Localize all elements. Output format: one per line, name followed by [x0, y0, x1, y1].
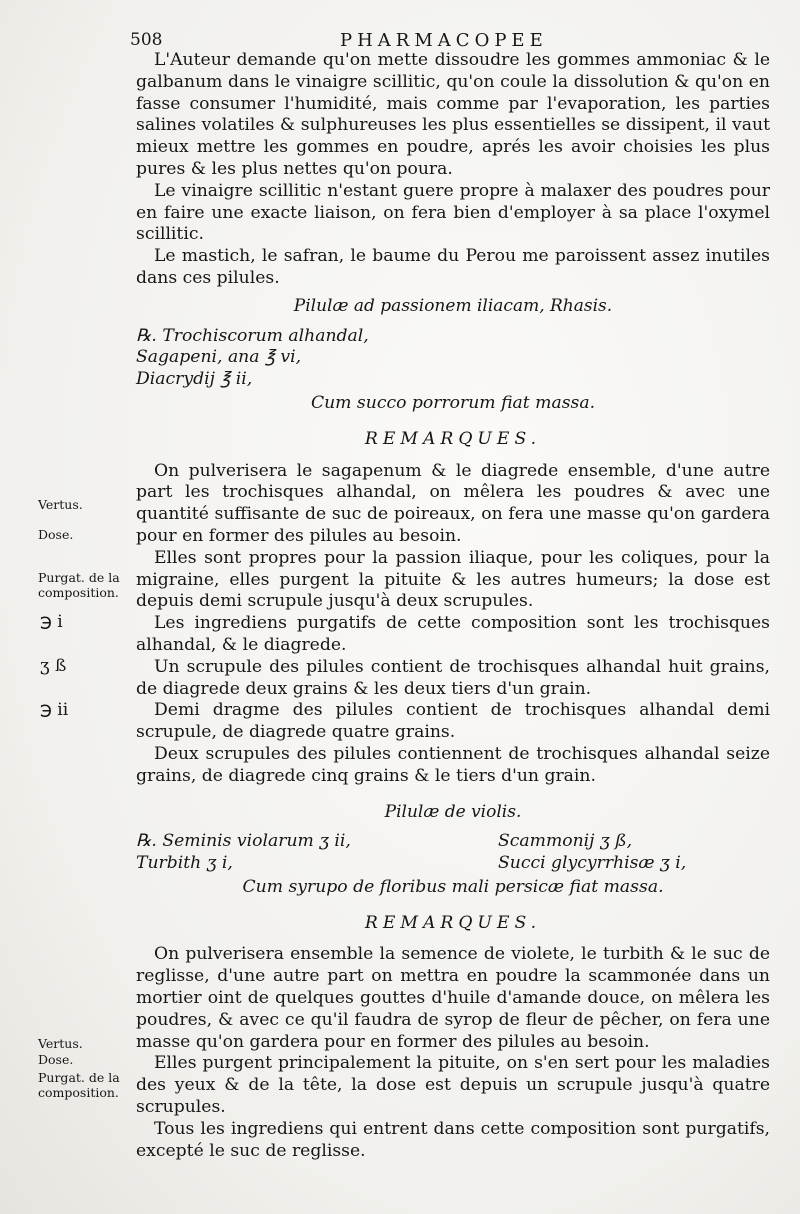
ingredient-line: Diacrydij ℥ ii,	[136, 369, 253, 390]
ingredient-row	[136, 853, 770, 875]
paragraph: Le mastich, le safran, le baume du Perou me paroissent assez inutiles dans ces pilules.	[136, 246, 770, 288]
paragraph: Elles sont propres pour la passion iliaque, pour les coliques, pour la migraine, elles purgent la pituite & les autres humeurs; la dose est depuis demi scrupule jusqu'à deux scrupules.	[136, 547, 770, 612]
paragraph: On pulverisera ensemble la semence de violete, le turbith & le suc de reglisse, d'une autre part on mettra en poudre la scammonée dans un mortier oint de quelques gouttes d'huile d'amande douce, on mêlera les poudres, & avec ce qu'il faudra de syrop de fleur de pêcher, on fera une masse qu'on gardera pour en former des pilules au besoin.	[136, 944, 770, 1052]
page-header	[130, 30, 770, 52]
recipe-instruction: Cum syrupo de floribus mali persicæ fiat massa.	[242, 876, 664, 897]
paragraph: Deux scrupules des pilules contiennent de trochisques alhandal seize grains, de diagrede cinq grains & le tiers d'un grain.	[136, 743, 770, 786]
remarques-heading: REMARQUES.	[364, 912, 542, 933]
ingredient-row	[136, 831, 770, 853]
remarques-heading: REMARQUES.	[364, 428, 542, 449]
main-text	[136, 50, 770, 1162]
margin-note-vertus: Vertus.	[38, 497, 83, 512]
recipe-instruction: Cum succo porrorum fiat massa.	[310, 392, 596, 413]
margin-scruple-symbol: ℈ i	[40, 612, 63, 632]
recipe-ingredients	[136, 326, 770, 391]
ingredient-line: ℞. Trochiscorum alhandal,	[136, 325, 369, 346]
margin-note-dose: Dose.	[38, 527, 74, 542]
paragraph: Demi dragme des pilules contient de trochisques alhandal demi scrupule, de diagrede quatre grains.	[136, 700, 770, 743]
margin-note-purgat: Purgat. de la composition.	[38, 1070, 120, 1100]
paragraph: Tous les ingrediens qui entrent dans cette composition sont purgatifs, excepté le suc de reglisse.	[136, 1118, 770, 1161]
paragraph: Le vinaigre scillitic n'estant guere propre à malaxer des poudres pour en faire une exacte liaison, on fera bien d'employer à sa place l'oxymel scillitic.	[136, 180, 770, 245]
running-title: PHARMACOPEE	[340, 30, 548, 51]
ingredient-line: Sagapeni, ana ℥ vi,	[136, 347, 302, 368]
paragraph: On pulverisera le sagapenum & le diagrede ensemble, d'une autre part les trochisques alhandal, on mêlera les poudres & avec une quantité suffisante de suc de poireaux, on fera une masse qu'on gardera pour en former des pilules au besoin.	[136, 460, 770, 546]
recipe-title: Pilulæ de violis.	[384, 801, 522, 822]
margin-note-vertus: Vertus.	[38, 1036, 83, 1051]
page-number: 508	[130, 30, 163, 50]
paragraph: Un scrupule des pilules contient de trochisques alhandal huit grains, de diagrede deux grains & les deux tiers d'un grain.	[136, 656, 770, 699]
recipe-title: Pilulæ ad passionem iliacam, Rhasis.	[293, 295, 613, 316]
ingredient-left: ℞. Seminis violarum ʒ ii,	[136, 831, 351, 852]
ingredient-right: Succi glycyrrhisæ ʒ i,	[498, 853, 687, 874]
margin-note-dose: Dose.	[38, 1052, 74, 1067]
paragraph: L'Auteur demande qu'on mette dissoudre les gommes ammoniac & le galbanum dans le vinaigre scillitic, qu'on coule la dissolution & qu'on en fasse consumer l'humidité, mais comme par l'evaporation, les parties salines volatiles & sulphureuses les plus essentielles se dissipent, il vaut mieux mettre les gommes en poudre, aprés les avoir choisies les plus pures & les plus nettes qu'on poura.	[136, 50, 770, 179]
paragraph: Les ingrediens purgatifs de cette composition sont les trochisques alhandal, & le diagrede.	[136, 613, 770, 655]
margin-note-purgat: Purgat. de la composition.	[38, 570, 120, 600]
margin-dram-symbol: ʒ ß	[40, 656, 67, 676]
ingredient-right: Scammonij ʒ ß,	[498, 831, 633, 852]
paragraph: Elles purgent principalement la pituite, on s'en sert pour les maladies des yeux & de la tête, la dose est depuis un scrupule jusqu'à quatre scrupules.	[136, 1053, 770, 1118]
margin-scruple-symbol: ℈ ii	[40, 700, 69, 720]
ingredient-left: Turbith ʒ i,	[136, 853, 233, 874]
